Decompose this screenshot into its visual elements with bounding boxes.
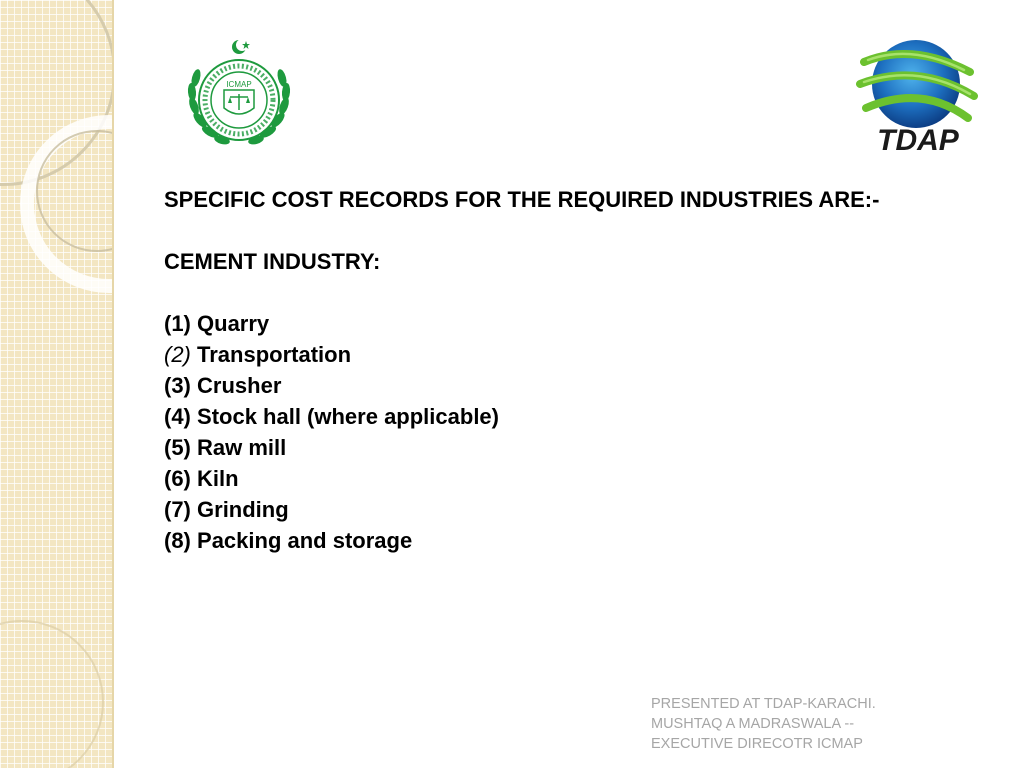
slide-footer bbox=[651, 694, 981, 754]
item-number: (1) bbox=[164, 311, 191, 336]
list-item bbox=[164, 432, 934, 463]
item-number: (7) bbox=[164, 497, 191, 522]
list-item bbox=[164, 463, 934, 494]
item-number: (2) bbox=[164, 342, 191, 367]
item-text: Kiln bbox=[197, 466, 239, 491]
item-text: Crusher bbox=[197, 373, 282, 398]
item-text: Transportation bbox=[197, 342, 352, 367]
list-item bbox=[164, 525, 934, 556]
item-text: Raw mill bbox=[197, 435, 287, 460]
footer-line: EXECUTIVE DIRECOTR ICMAP bbox=[651, 736, 863, 752]
footer-line: MUSHTAQ A MADRASWALA -- bbox=[651, 716, 855, 732]
icmap-logo bbox=[180, 36, 298, 154]
item-number: (4) bbox=[164, 404, 191, 429]
list-item bbox=[164, 401, 934, 432]
slide-body bbox=[164, 184, 934, 556]
item-number: (8) bbox=[164, 528, 191, 553]
list-item bbox=[164, 370, 934, 401]
list-item bbox=[164, 308, 934, 339]
item-number: (5) bbox=[164, 435, 191, 460]
svg-text:TDAP: TDAP bbox=[877, 124, 959, 157]
svg-text:ICMAP: ICMAP bbox=[226, 80, 252, 89]
item-number: (6) bbox=[164, 466, 191, 491]
slide-heading: SPECIFIC COST RECORDS FOR THE REQUIRED INDUSTRIES ARE:- bbox=[164, 187, 880, 212]
item-text: Stock hall (where applicable) bbox=[197, 404, 499, 429]
item-text: Quarry bbox=[197, 311, 270, 336]
item-number: (3) bbox=[164, 373, 191, 398]
section-title: CEMENT INDUSTRY: bbox=[164, 249, 381, 274]
list-item bbox=[164, 339, 934, 370]
item-text: Packing and storage bbox=[197, 528, 413, 553]
item-text: Grinding bbox=[197, 497, 289, 522]
decorative-arc bbox=[0, 620, 104, 768]
decorative-side-strip bbox=[0, 0, 113, 768]
side-strip-border bbox=[112, 0, 114, 768]
process-list bbox=[164, 308, 934, 556]
tdap-logo bbox=[852, 32, 982, 158]
list-item bbox=[164, 494, 934, 525]
footer-line: PRESENTED AT TDAP-KARACHI. bbox=[651, 696, 876, 712]
